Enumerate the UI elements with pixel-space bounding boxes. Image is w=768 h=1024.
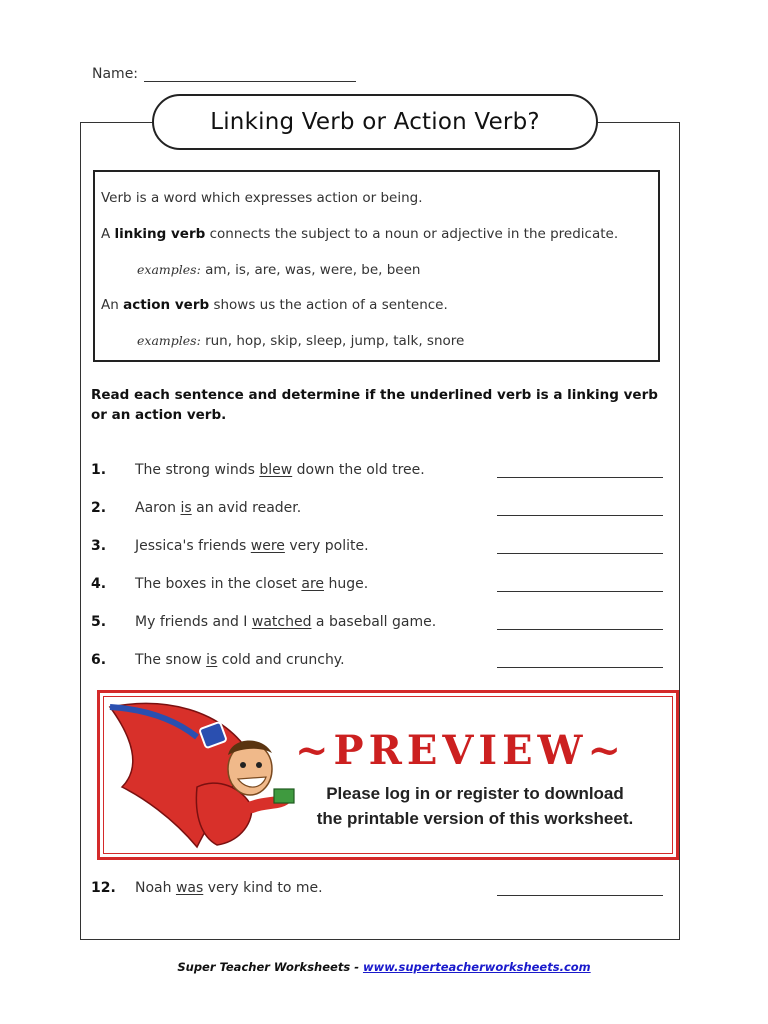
answer-blank[interactable] bbox=[497, 667, 663, 668]
question-text: The boxes in the closet are huge. bbox=[135, 576, 369, 592]
answer-blank[interactable] bbox=[497, 629, 663, 630]
question-row bbox=[91, 576, 666, 598]
linking-verb-definition bbox=[101, 226, 618, 242]
action-prefix: An bbox=[101, 297, 119, 313]
underlined-verb: watched bbox=[251, 614, 312, 630]
preview-overlay[interactable] bbox=[97, 690, 679, 860]
worksheet-title: Linking Verb or Action Verb? bbox=[152, 94, 598, 150]
linking-prefix: A bbox=[101, 226, 111, 242]
action-rest: shows us the action of a sentence. bbox=[213, 297, 448, 313]
question-number: 6. bbox=[91, 652, 107, 668]
examples-label: examples: bbox=[137, 333, 201, 348]
question-number: 2. bbox=[91, 500, 107, 516]
superhero-mascot-icon bbox=[102, 697, 302, 857]
action-examples-list: run, hop, skip, sleep, jump, talk, snore bbox=[205, 333, 465, 349]
question-row bbox=[91, 538, 666, 560]
underlined-verb: is bbox=[180, 500, 192, 516]
tilde-left: ~ bbox=[295, 727, 334, 774]
underlined-verb: is bbox=[206, 652, 218, 668]
answer-blank[interactable] bbox=[497, 515, 663, 516]
linking-rest: connects the subject to a noun or adjective in the predicate. bbox=[209, 226, 619, 242]
footer bbox=[0, 960, 768, 974]
examples-label: examples: bbox=[137, 262, 201, 277]
question-number: 5. bbox=[91, 614, 107, 630]
preview-line-1: Please log in or register to download bbox=[326, 784, 624, 803]
question-row bbox=[91, 880, 666, 902]
underlined-verb: are bbox=[301, 576, 324, 592]
answer-blank[interactable] bbox=[497, 477, 663, 478]
question-row bbox=[91, 462, 666, 484]
name-field-row bbox=[92, 66, 356, 82]
underlined-verb: was bbox=[175, 880, 204, 896]
action-term: action verb bbox=[123, 297, 210, 313]
footer-brand: Super Teacher Worksheets bbox=[177, 960, 351, 974]
question-text: Noah was very kind to me. bbox=[135, 880, 323, 896]
underlined-verb: blew bbox=[259, 462, 293, 478]
instructions: Read each sentence and determine if the underlined verb is a linking verb or an action verb. bbox=[91, 387, 658, 423]
question-text: The strong winds blew down the old tree. bbox=[135, 462, 425, 478]
linking-examples-list: am, is, are, was, were, be, been bbox=[205, 262, 421, 278]
question-row bbox=[91, 614, 666, 636]
question-text: Aaron is an avid reader. bbox=[135, 500, 302, 516]
action-verb-definition bbox=[101, 297, 448, 313]
linking-term: linking verb bbox=[114, 226, 206, 242]
preview-message bbox=[305, 781, 645, 831]
question-number: 4. bbox=[91, 576, 107, 592]
question-row bbox=[91, 500, 666, 522]
footer-separator: - bbox=[354, 960, 359, 974]
underlined-verb: were bbox=[250, 538, 285, 554]
question-number: 3. bbox=[91, 538, 107, 554]
question-row bbox=[91, 652, 666, 674]
preview-line-2: the printable version of this worksheet. bbox=[316, 809, 634, 828]
verb-definition: Verb is a word which expresses action or being. bbox=[101, 190, 423, 206]
linking-examples bbox=[137, 262, 420, 278]
question-number: 1. bbox=[91, 462, 107, 478]
footer-link[interactable]: www.superteacherworksheets.com bbox=[362, 960, 591, 974]
answer-blank[interactable] bbox=[497, 591, 663, 592]
question-text: The snow is cold and crunchy. bbox=[135, 652, 345, 668]
definition-box bbox=[93, 170, 660, 362]
tilde-right: ~ bbox=[587, 727, 626, 774]
name-blank-line[interactable] bbox=[144, 69, 356, 82]
name-label: Name: bbox=[92, 66, 139, 82]
question-number: 12. bbox=[91, 880, 116, 896]
preview-heading bbox=[295, 727, 626, 774]
preview-word-text: PREVIEW bbox=[333, 727, 588, 774]
question-text: Jessica's friends were very polite. bbox=[135, 538, 369, 554]
answer-blank[interactable] bbox=[497, 553, 663, 554]
action-examples bbox=[137, 333, 464, 349]
question-text: My friends and I watched a baseball game. bbox=[135, 614, 437, 630]
answer-blank[interactable] bbox=[497, 895, 663, 896]
